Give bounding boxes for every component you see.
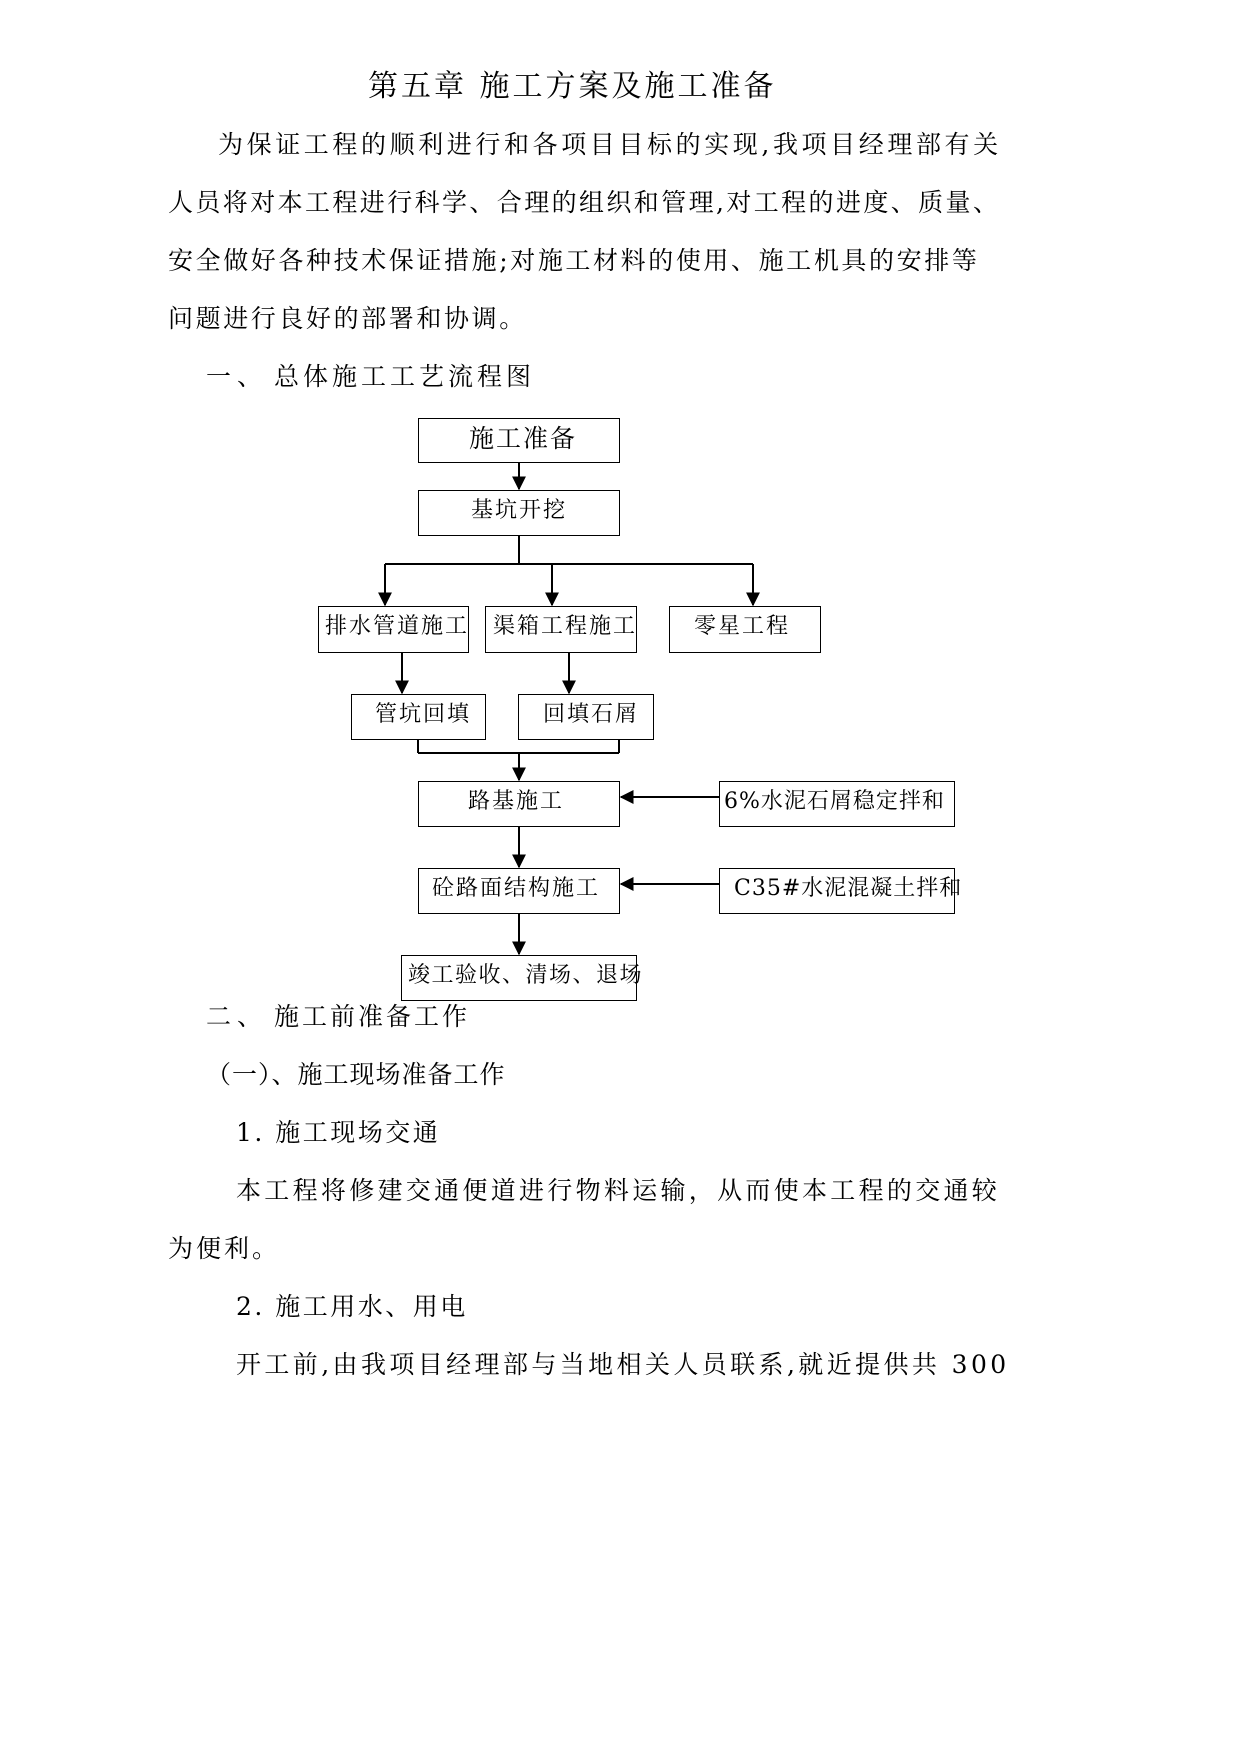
flow-box-label: 施工准备	[469, 424, 578, 453]
section2-title: 施工前准备工作	[274, 1002, 471, 1031]
flow-box-misc	[669, 606, 821, 653]
flow-box-label: 竣工验收、清场、退场	[408, 963, 644, 988]
item1-title: 1. 施工现场交通	[236, 1118, 441, 1147]
flow-box-stone-backfill	[518, 694, 654, 740]
intro-text: 人员将对本工程进行科学、合理的组织和管理,对工程的进度、质量、	[168, 188, 1001, 217]
intro-text: 安全做好各种技术保证措施;对施工材料的使用、施工机具的安排等	[168, 246, 980, 275]
flow-box-cement-mix	[719, 781, 955, 827]
flow-box-label: 回填石屑	[543, 702, 640, 727]
item2-title: 2. 施工用水、用电	[236, 1292, 468, 1321]
flow-box-prep	[418, 418, 620, 463]
flow-box-label: 砼路面结构施工	[432, 876, 601, 901]
intro-text: 为保证工程的顺利进行和各项目目标的实现,我项目经理部有关	[218, 130, 1002, 159]
chapter-title: 第五章 施工方案及施工准备	[368, 69, 777, 104]
item1-text: 本工程将修建交通便道进行物料运输，从而使本工程的交通较	[236, 1176, 1001, 1205]
flow-box-label: 路基施工	[468, 789, 565, 814]
flow-box-excavation	[418, 490, 620, 536]
item2-line-1	[236, 1348, 1010, 1382]
flow-box-culvert	[485, 606, 637, 653]
flow-box-label: 6%水泥石屑稳定拌和	[724, 789, 945, 814]
flow-box-label: 渠箱工程施工	[493, 614, 638, 639]
item2-text: 开工前,由我项目经理部与当地相关人员联系,就近提供共 300	[236, 1350, 1010, 1379]
flow-box-label: 排水管道施工	[325, 614, 470, 639]
item1-line-1	[236, 1174, 1001, 1208]
flow-box-label: 零星工程	[694, 614, 791, 639]
flow-box-label: 管坑回填	[375, 702, 472, 727]
item1-line-2: 为便利。	[168, 1234, 281, 1263]
section1-title: 总体施工工艺流程图	[274, 362, 536, 391]
flow-box-subgrade	[418, 781, 620, 827]
flow-box-label: C35#水泥混凝土拌和	[734, 876, 963, 901]
flow-box-pavement	[418, 868, 620, 914]
intro-line-4: 问题进行良好的部署和协调。	[168, 304, 527, 333]
subsection-title: （一）、施工现场准备工作	[206, 1060, 506, 1089]
section2-number: 二、	[206, 1002, 269, 1031]
flow-box-drainage	[318, 606, 469, 653]
flow-box-label: 基坑开挖	[471, 498, 568, 523]
section1-number: 一、	[206, 362, 269, 391]
flow-box-concrete-mix	[719, 868, 963, 914]
flow-box-completion	[401, 955, 644, 1001]
flow-box-pipe-backfill	[351, 694, 486, 740]
